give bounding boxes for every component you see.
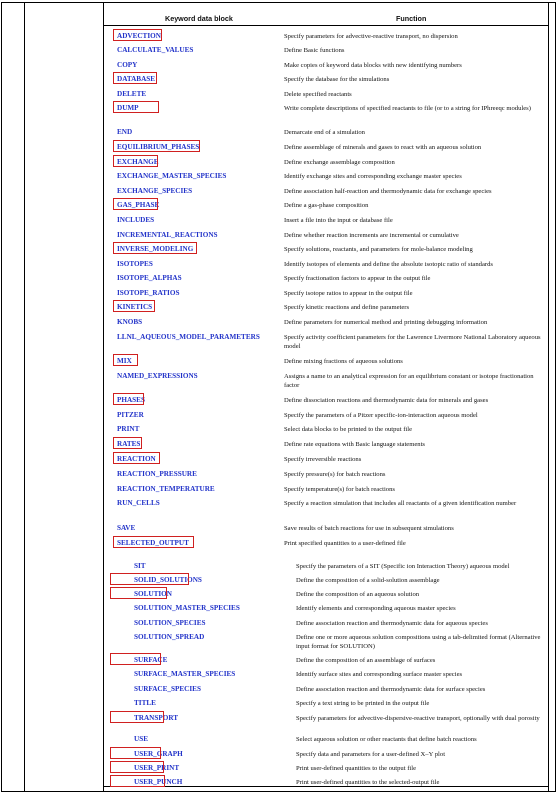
- keyword-link[interactable]: LLNL_AQUEOUS_MODEL_PARAMETERS: [117, 333, 260, 341]
- highlight-box: [113, 101, 159, 113]
- function-description: Specify the parameters of a Pitzer specific-ion-interaction aqueous model: [284, 412, 478, 419]
- function-description: Print user-defined quantities to the output file: [296, 765, 416, 772]
- keyword-link[interactable]: MIX: [117, 357, 132, 365]
- keyword-column-header: Keyword data block: [165, 14, 233, 23]
- highlight-box: [113, 242, 197, 254]
- function-description: Specify kinetic reactions and define parameters: [284, 304, 410, 311]
- keyword-link[interactable]: PITZER: [117, 411, 144, 419]
- keyword-link[interactable]: RUN_CELLS: [117, 499, 160, 507]
- function-description: Define a gas-phase composition: [284, 202, 369, 209]
- function-description: Define rate equations with Basic language statements: [284, 441, 425, 448]
- function-description: Define one or more aqueous solution compositions using a tab-delimited format (Alternative input format for SOLUTION): [296, 634, 541, 650]
- function-description: Define the composition of an aqueous solution: [296, 591, 420, 598]
- keyword-link[interactable]: PRINT: [117, 425, 140, 433]
- keyword-link[interactable]: SURFACE_SPECIES: [134, 685, 201, 693]
- highlight-box: [113, 29, 162, 41]
- highlight-box: [110, 775, 165, 787]
- keyword-link[interactable]: DATABASE: [117, 75, 156, 83]
- keyword-link[interactable]: EQUILIBRIUM_PHASES: [117, 143, 200, 151]
- highlight-box: [110, 711, 164, 723]
- keyword-link[interactable]: SURFACE_MASTER_SPECIES: [134, 670, 236, 678]
- function-description: Specify isotope ratios to appear in the output file: [284, 290, 413, 297]
- function-description: Specify data and parameters for a user-defined X–Y plot: [296, 751, 446, 758]
- keyword-link[interactable]: KNOBS: [117, 318, 143, 326]
- function-description: Specify the database for the simulations: [284, 76, 390, 83]
- function-description: Define the composition of a solid-solution assemblage: [296, 577, 440, 584]
- keyword-link[interactable]: INVERSE_MODELING: [117, 245, 194, 253]
- keyword-link[interactable]: ISOTOPES: [117, 260, 153, 268]
- function-description: Delete specified reactants: [284, 91, 352, 98]
- highlight-box: [113, 393, 144, 405]
- function-description: Select aqueous solution or other reactants that define batch reactions: [296, 736, 477, 743]
- function-description: Specify fractionation factors to appear in the output file: [284, 275, 431, 282]
- function-description: Define assemblage of minerals and gases to react with an aqueous solution: [284, 144, 482, 151]
- function-description: Specify solutions, reactants, and parameters for mole-balance modeling: [284, 246, 473, 253]
- keyword-link[interactable]: PHASES: [117, 396, 145, 404]
- keyword-link[interactable]: SOLID_SOLUTIONS: [134, 576, 202, 584]
- function-description: Save results of batch reactions for use in subsequent simulations: [284, 525, 454, 532]
- function-description: Identify isotopes of elements and define the absolute isotopic ratio of standards: [284, 261, 493, 268]
- keyword-link[interactable]: SOLUTION: [134, 590, 172, 598]
- highlight-box: [110, 573, 189, 585]
- highlight-box: [113, 437, 142, 449]
- function-description: Define Basic functions: [284, 47, 345, 54]
- keyword-link[interactable]: COPY: [117, 61, 138, 69]
- keyword-link[interactable]: INCLUDES: [117, 216, 155, 224]
- highlight-box: [113, 140, 200, 152]
- function-description: Specify the parameters of a SIT (Specific ion Interaction Theory) aqueous model: [296, 563, 510, 570]
- function-description: Specify parameters for advective-reactive transport, no dispersion: [284, 33, 458, 40]
- keyword-link[interactable]: TITLE: [134, 699, 156, 707]
- keyword-link[interactable]: EXCHANGE_SPECIES: [117, 187, 193, 195]
- function-description: Define exchange assemblage composition: [284, 159, 395, 166]
- function-description: Define association half-reaction and thermodynamic data for exchange species: [284, 188, 492, 195]
- highlight-box: [113, 536, 194, 548]
- function-description: Print specified quantities to a user-defined file: [284, 540, 406, 547]
- function-description: Specify parameters for advective-dispersive-reactive transport, optionally with dual porosity: [296, 715, 540, 722]
- keyword-link[interactable]: RATES: [117, 440, 141, 448]
- keyword-link[interactable]: REACTION: [117, 455, 156, 463]
- function-description: Print user-defined quantities to the selected-output file: [296, 779, 440, 786]
- highlight-box: [113, 155, 158, 167]
- function-description: Identify elements and corresponding aqueous master species: [296, 605, 456, 612]
- function-description: Insert a file into the input or database file: [284, 217, 393, 224]
- function-description: Identify surface sites and corresponding surface master species: [296, 671, 463, 678]
- keyword-link[interactable]: KINETICS: [117, 303, 153, 311]
- function-description: Select data blocks to be printed to the output file: [284, 426, 412, 433]
- highlight-box: [110, 587, 167, 599]
- function-description: Assigns a name to an analytical expression for an equilibrium constant or isotope fractionation factor: [284, 373, 534, 389]
- function-description: Specify pressure(s) for batch reactions: [284, 471, 386, 478]
- function-column-header: Function: [396, 14, 427, 23]
- function-description: Identify exchange sites and corresponding exchange master species: [284, 173, 462, 180]
- keyword-link[interactable]: CALCULATE_VALUES: [117, 46, 194, 54]
- function-description: Write complete descriptions of specified reactants to file (or to a string for IPhreeqc modules): [284, 105, 531, 112]
- highlight-box: [113, 198, 158, 210]
- highlight-box: [110, 761, 164, 773]
- keyword-link[interactable]: DUMP: [117, 104, 139, 112]
- function-description: Define dissociation reactions and thermodynamic data for minerals and gases: [284, 397, 489, 404]
- function-description: Define the composition of an assemblage of surfaces: [296, 657, 436, 664]
- keyword-link[interactable]: INCREMENTAL_REACTIONS: [117, 231, 218, 239]
- function-description: Specify irreversible reactions: [284, 456, 362, 463]
- keyword-link[interactable]: REACTION_PRESSURE: [117, 470, 197, 478]
- function-description: Define association reaction and thermodynamic data for surface species: [296, 686, 486, 693]
- keyword-link[interactable]: USER_PUNCH: [134, 778, 183, 786]
- function-description: Specify a reaction simulation that includes all reactants of a given identification number: [284, 500, 517, 507]
- function-description: Specify activity coefficient parameters for the Lawrence Livermore National Laboratory aqueous model: [284, 334, 541, 350]
- keyword-link[interactable]: USER_PRINT: [134, 764, 180, 772]
- keyword-link[interactable]: SELECTED_OUTPUT: [117, 539, 189, 547]
- keyword-link[interactable]: USE: [134, 735, 148, 743]
- header-underline: [103, 25, 548, 26]
- keyword-link[interactable]: END: [117, 128, 133, 136]
- function-description: Define whether reaction increments are incremental or cumulative: [284, 232, 459, 239]
- keyword-link[interactable]: TRANSPORT: [134, 714, 179, 722]
- highlight-box: [113, 452, 160, 464]
- highlight-box: [110, 747, 161, 759]
- keyword-link[interactable]: SURFACE: [134, 656, 168, 664]
- keyword-link[interactable]: EXCHANGE_MASTER_SPECIES: [117, 172, 227, 180]
- function-description: Define mixing fractions of aqueous solutions: [284, 358, 403, 365]
- function-description: Specify a text string to be printed in the output file: [296, 700, 430, 707]
- function-description: Define association reaction and thermodynamic data for aqueous species: [296, 620, 488, 627]
- highlight-box: [113, 354, 138, 366]
- keyword-link[interactable]: SOLUTION_MASTER_SPECIES: [134, 604, 240, 612]
- highlight-box: [113, 72, 157, 84]
- column-divider-right: [548, 2, 549, 792]
- highlight-box: [113, 300, 155, 312]
- function-description: Demarcate end of a simulation: [284, 129, 365, 136]
- keyword-link[interactable]: SOLUTION_SPECIES: [134, 619, 206, 627]
- keyword-link[interactable]: SOLUTION_SPREAD: [134, 633, 205, 641]
- keyword-link[interactable]: ISOTOPE_ALPHAS: [117, 274, 182, 282]
- keyword-link[interactable]: ADVECTION: [117, 32, 161, 40]
- highlight-box: [110, 653, 161, 665]
- keyword-link[interactable]: EXCHANGE: [117, 158, 159, 166]
- keyword-link[interactable]: DELETE: [117, 90, 147, 98]
- function-description: Specify temperature(s) for batch reactions: [284, 486, 395, 493]
- function-description: Make copies of keyword data blocks with new identifying numbers: [284, 62, 462, 69]
- keyword-link[interactable]: NAMED_EXPRESSIONS: [117, 372, 198, 380]
- column-divider-middle: [103, 2, 104, 792]
- keyword-link[interactable]: SIT: [134, 562, 146, 570]
- keyword-link[interactable]: GAS_PHASE: [117, 201, 160, 209]
- keyword-link[interactable]: USER_GRAPH: [134, 750, 183, 758]
- keyword-link[interactable]: ISOTOPE_RATIOS: [117, 289, 180, 297]
- keyword-link[interactable]: REACTION_TEMPERATURE: [117, 485, 215, 493]
- column-divider-left: [24, 2, 25, 792]
- keyword-link[interactable]: SAVE: [117, 524, 136, 532]
- function-description: Define parameters for numerical method and printing debugging information: [284, 319, 488, 326]
